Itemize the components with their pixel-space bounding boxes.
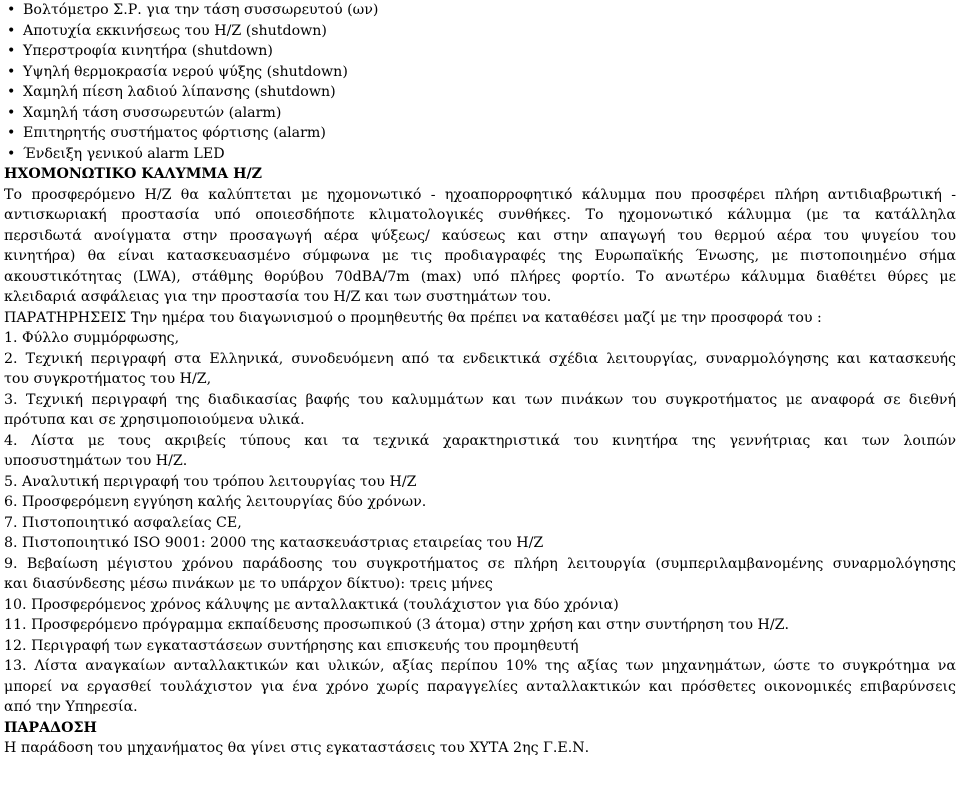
bullet-icon: •: [7, 22, 16, 39]
bullet-icon: •: [7, 145, 16, 162]
notes-item: [4, 533, 956, 554]
bullet-text: Αποτυχία εκκινήσεως του Η/Ζ (shutdown): [23, 22, 327, 39]
bullet-icon: •: [7, 84, 16, 100]
notes-intro-text: Την ημέρα του διαγωνισμού ο προμηθευτής θα πρέπει να καταθέσει μαζί με την προσφορά του :: [126, 309, 822, 326]
notes-item: [4, 492, 956, 513]
bullet-item: [4, 82, 956, 103]
notes-item: [4, 636, 956, 657]
notes-item: [4, 554, 956, 595]
bullet-text: Βολτόμετρο Σ.Ρ. για την τάση συσσωρευτού (ων): [23, 2, 379, 18]
bullet-text: Υπερστροφία κινητήρα (shutdown): [23, 43, 273, 59]
notes-item-line: 11. Προσφερόμενο πρόγραμμα εκπαίδευσης προσωπικού (3 άτομα) στην χρήση και στην συντήρηση του Η/Ζ.: [4, 617, 790, 633]
notes-item-line: 7. Πιστοποιητικό ασφαλείας CE,: [4, 514, 242, 531]
delivery-heading: ΠΑΡΑΔΟΣΗ: [4, 719, 97, 736]
notes-item-line: 9. Βεβαίωση μέγιστου χρόνου παράδοσης του συγκροτήματος σε πλήρη λειτουργία (συμπεριλαμβανομένης συναρμολόγησης: [4, 555, 956, 572]
bullet-item: [4, 123, 956, 144]
notes-intro-line: [4, 308, 956, 329]
bullet-text: Χαμηλή τάση συσσωρευτών (alarm): [23, 104, 282, 121]
cover-paragraph-line: Το προσφερόμενο Η/Ζ θα καλύπτεται με ηχομονωτικό - ηχοαπορροφητικό κάλυμμα που προσφέρει πλήρη αντιδιαβρωτική -: [4, 186, 956, 203]
notes-item: [4, 615, 956, 636]
notes-item-line: 12. Περιγραφή των εγκαταστάσεων συντήρησης και επισκευής του προμηθευτή: [4, 637, 579, 654]
bullet-item: [4, 103, 956, 124]
alarm-indicator-list: [4, 0, 956, 164]
notes-item-line: 6. Προσφερόμενη εγγύηση καλής λειτουργίας δύο χρόνων.: [4, 494, 427, 510]
cover-paragraph-line: αντισκωριακή προστασία υπό οποιεσδήποτε κλιματολογικές συνθήκες. Το ηχομονωτικό κάλυμμα (με τα κατάλληλα: [4, 207, 956, 223]
notes-item: [4, 431, 956, 472]
bullet-icon: •: [7, 2, 16, 18]
notes-item: [4, 328, 956, 349]
cover-paragraph: [4, 185, 956, 308]
bullet-item: [4, 144, 956, 165]
notes-item-line: 2. Τεχνική περιγραφή στα Ελληνικά, συνοδευόμενη από τα ενδεικτικά σχέδια λειτουργίας, συναρμολόγησης και κατασκευής: [4, 350, 956, 367]
notes-item-line: 13. Λίστα αναγκαίων ανταλλακτικών και υλικών, αξίας περίπου 10% της αξίας των μηχανημάτων, ώστε το συγκρότημα να: [4, 658, 956, 674]
notes-item: [4, 595, 956, 616]
notes-list: [4, 328, 956, 718]
notes-item: [4, 513, 956, 534]
notes-item-line: πρότυπα και σε χρησιμοποιούμενα υλικά.: [4, 412, 305, 428]
bullet-text: Υψηλή θερμοκρασία νερού ψύξης (shutdown): [23, 63, 348, 80]
bullet-item: [4, 21, 956, 42]
cover-paragraph-line: κλειδαριά ασφάλειας για την προστασία του Η/Ζ και των συστημάτων του.: [4, 289, 552, 305]
bullet-text: Ένδειξη γενικού alarm LED: [23, 145, 225, 162]
notes-label: ΠΑΡΑΤΗΡΗΣΕΙΣ: [4, 309, 127, 326]
notes-item: [4, 656, 956, 718]
bullet-item: [4, 0, 956, 21]
notes-item: [4, 349, 956, 390]
delivery-text: Η παράδοση του μηχανήματος θα γίνει στις εγκαταστάσεις του ΧΥΤΑ 2ης Γ.Ε.Ν.: [4, 740, 590, 756]
cover-paragraph-line: κινητήρα) θα είναι κατασκευασμένο σύμφωνα με τις προδιαγραφές της Ευρωπαϊκής Ένωσης, με πιστοποιημένο σήμα: [4, 248, 956, 264]
notes-item-line: μπορεί να εργασθεί τουλάχιστον για ένα χρόνο χωρίς παραγγελίες ανταλλακτικών και πρόσθετες οικονομικές επιβαρύνσεις: [4, 678, 956, 695]
notes-item-line: και διασύνδεσης μέσω πινάκων με το υπάρχον δίκτυο): τρεις μήνες: [4, 576, 493, 592]
bullet-text: Χαμηλή πίεση λαδιού λίπανσης (shutdown): [23, 84, 336, 100]
bullet-icon: •: [7, 43, 16, 59]
cover-paragraph-line: περσιδωτά ανοίγματα στην προσαγωγή αέρα ψύξεως/ καύσεως και στην απαγωγή του θερμού αέρα του ψυγείου του: [4, 227, 956, 244]
notes-item-line: 10. Προσφερόμενος χρόνος κάλυψης με ανταλλακτικά (τουλάχιστον για δύο χρόνια): [4, 596, 619, 613]
notes-item-line: 4. Λίστα με τους ακριβείς τύπους και τα τεχνικά χαρακτηριστικά του κινητήρα της γεννήτριας και των λοιπών: [4, 432, 956, 449]
notes-item: [4, 390, 956, 431]
notes-item: [4, 472, 956, 493]
bullet-item: [4, 62, 956, 83]
cover-heading: ΗΧΟΜΟΝΩΤΙΚΟ ΚΑΛΥΜΜΑ Η/Ζ: [4, 166, 263, 182]
notes-item-line: του συγκροτήματος του Η/Ζ,: [4, 371, 212, 387]
bullet-icon: •: [7, 125, 16, 141]
bullet-icon: •: [7, 104, 16, 121]
bullet-text: Επιτηρητής συστήματος φόρτισης (alarm): [23, 125, 326, 141]
notes-item-line: από την Υπηρεσία.: [4, 699, 138, 715]
bullet-icon: •: [7, 63, 16, 80]
bullet-item: [4, 41, 956, 62]
cover-paragraph-line: ακουστικότητας (LWA), στάθμης θορύβου 70dBA/7m (max) υπό πλήρες φορτίο. Το ανωτέρω κάλυμμα διαθέτει θύρες με: [4, 268, 956, 285]
notes-item-line: 5. Αναλυτική περιγραφή του τρόπου λειτουργίας του Η/Ζ: [4, 473, 417, 490]
notes-item-line: 3. Τεχνική περιγραφή της διαδικασίας βαφής του καλυμμάτων και των πινάκων του συγκροτήματος με αναφορά σε διεθνή: [4, 391, 956, 408]
notes-item-line: 1. Φύλλο συμμόρφωσης,: [4, 330, 180, 346]
notes-item-line: 8. Πιστοποιητικό ISO 9001: 2000 της κατασκευάστριας εταιρείας του Η/Ζ: [4, 535, 544, 551]
notes-item-line: υποσυστημάτων του Η/Ζ.: [4, 453, 188, 469]
